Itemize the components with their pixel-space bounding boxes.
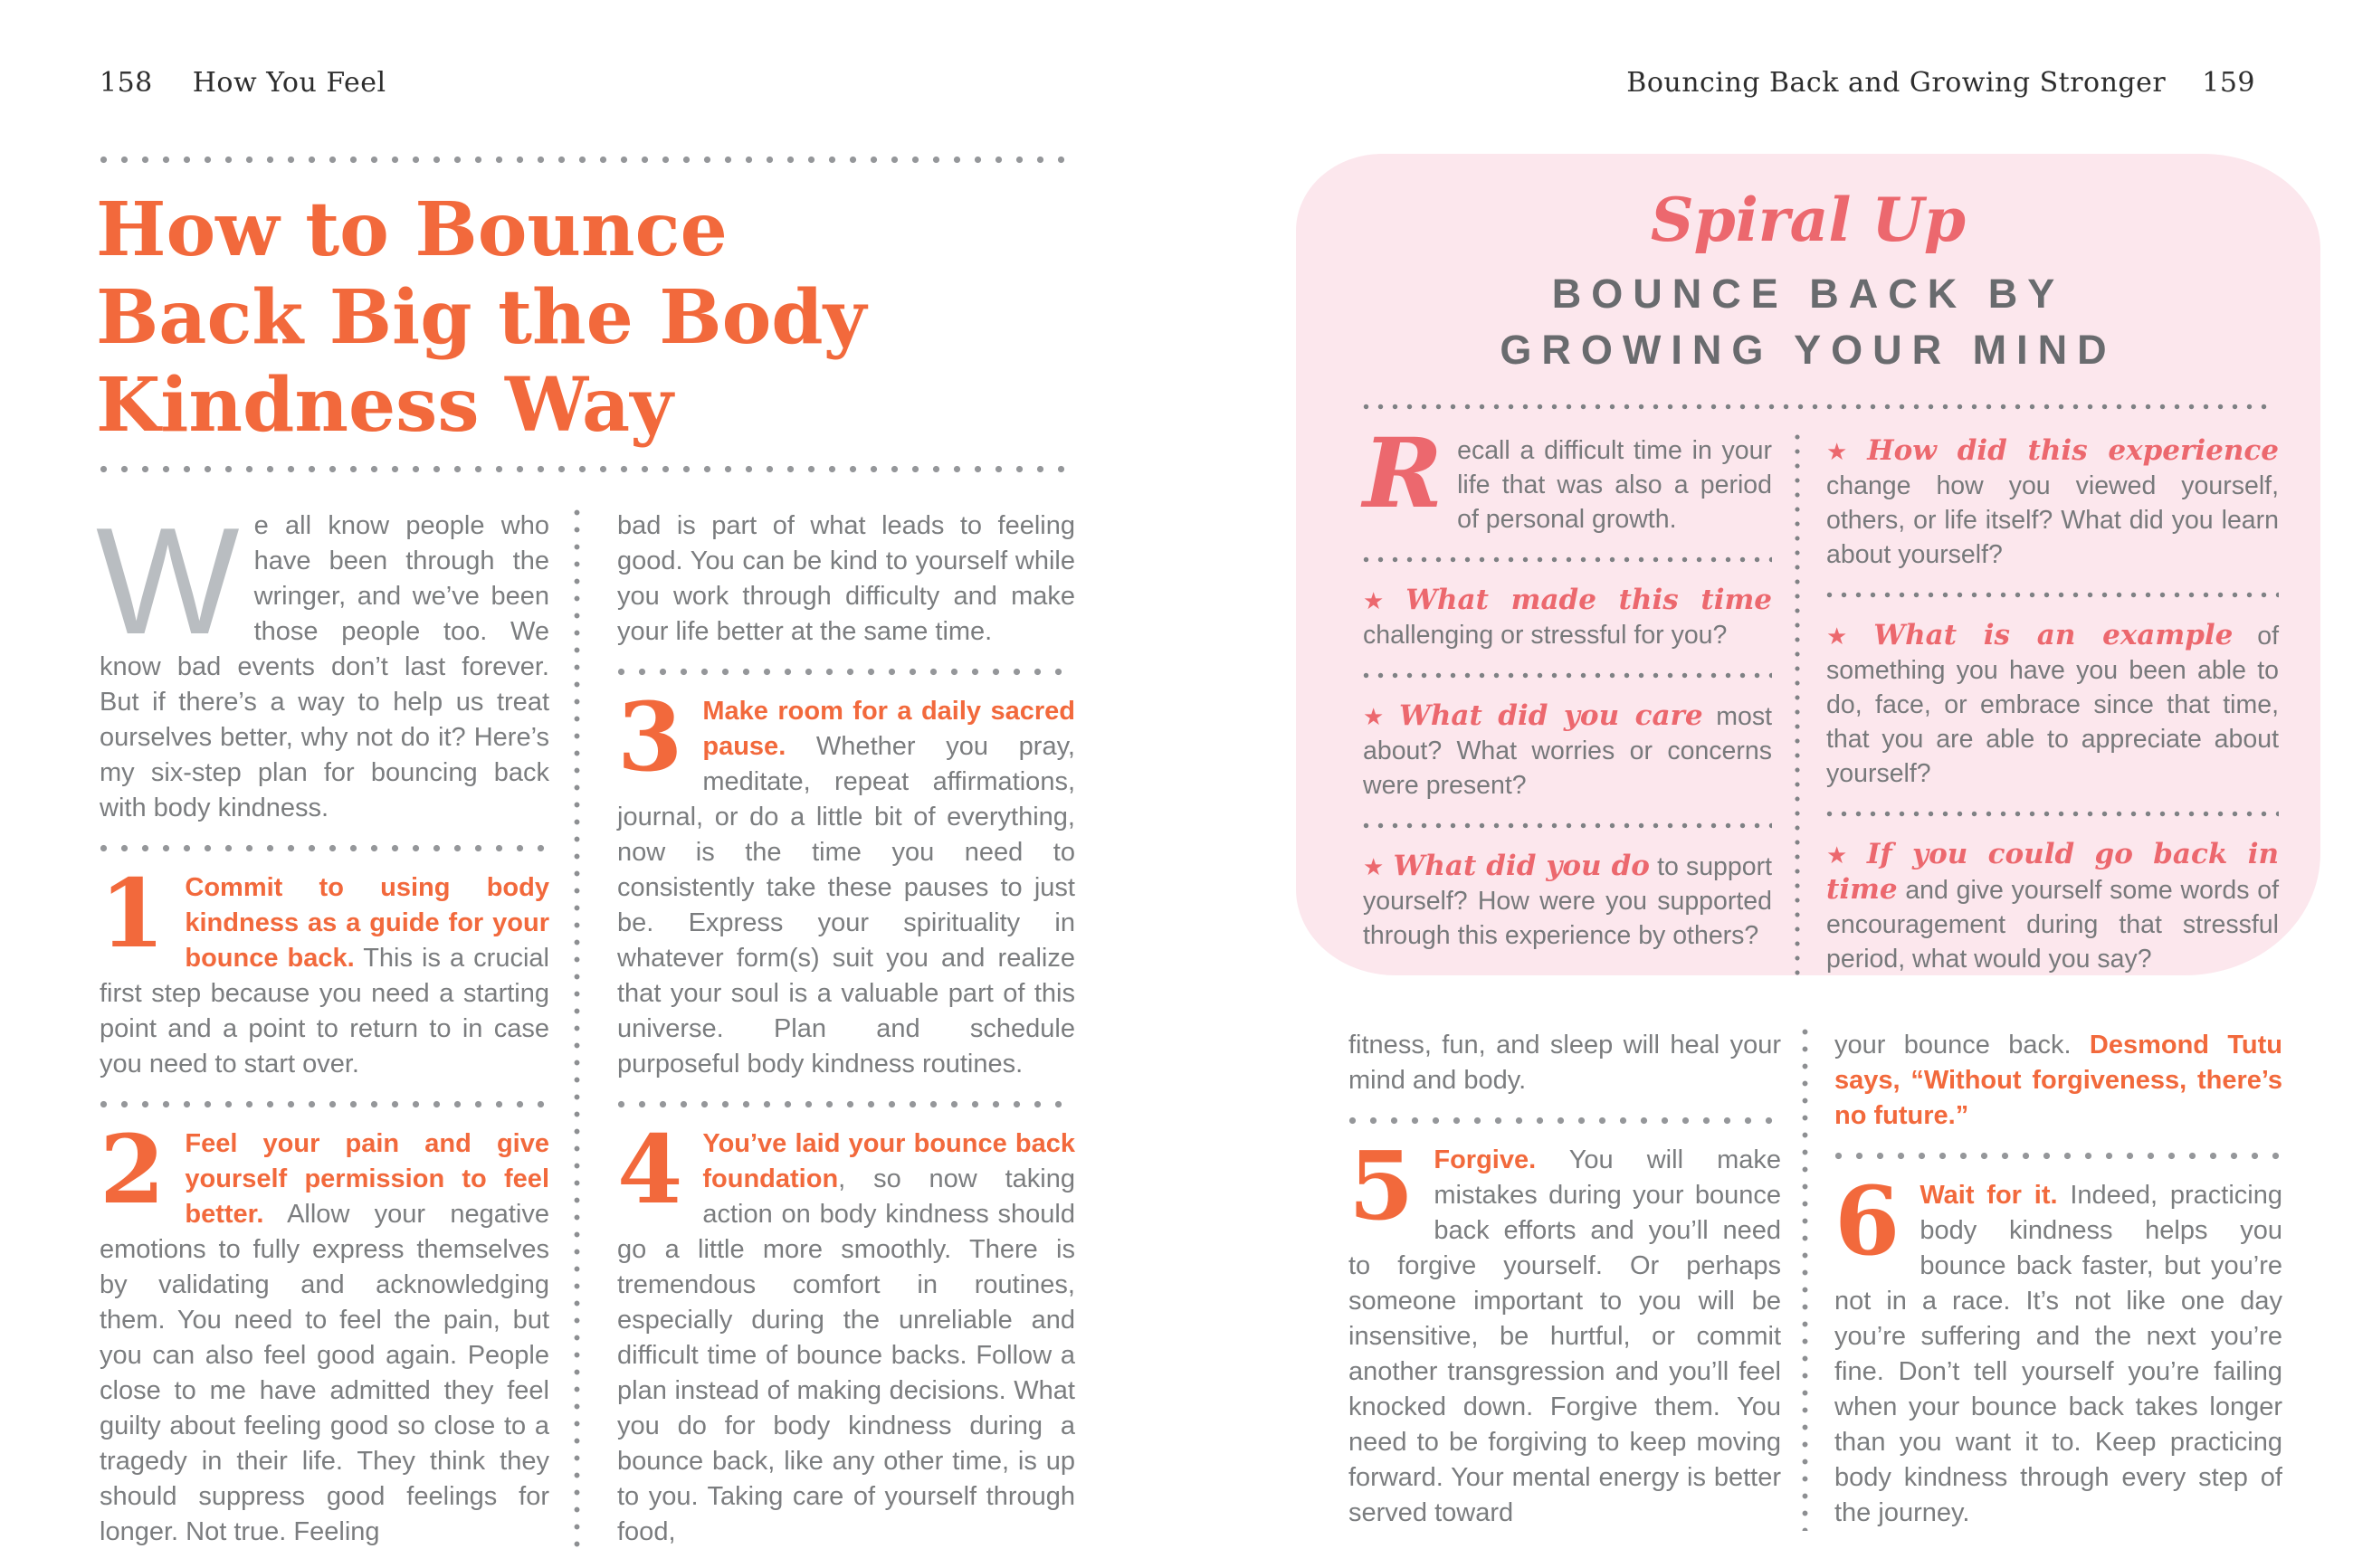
step-1 — [100, 858, 549, 1082]
prompt-item — [1363, 583, 1772, 652]
prompt-item — [1826, 837, 2279, 976]
left-page-number: 158 — [100, 67, 153, 99]
step-3-body: Whether you pray, meditate, repeat affirmations, journal, or do a little bit of everything, now is the time you need to consistently take these pauses to just be. Express your spirituality in whatever form(s) suit you and realize that your soul is a valuable part of this universe. Plan and schedule purposeful body kindness routines. — [617, 732, 1075, 1079]
dropcap-r: R — [1363, 416, 1443, 529]
dotted-rule — [1363, 556, 1772, 563]
step-1-number: 1 — [100, 858, 166, 969]
dotted-rule — [1363, 822, 1772, 829]
prompt-rest: challenging or stressful for you? — [1363, 621, 1728, 650]
intro-paragraph — [96, 496, 549, 826]
recall-paragraph — [1363, 416, 1772, 537]
dotted-rule — [1363, 672, 1772, 679]
dropcap-w: W — [96, 496, 240, 666]
star-icon: ★ — [1826, 841, 1858, 869]
step-2-body: Allow your negative emotions to fully express themselves by validating and acknowledging them. You need to feel the pain, but you can also feel good again. People close to me have admitted they feel guilty about feeling good so close to a tragedy in their life. They think they should suppress good feelings for longer. Not true. Feeling — [100, 1200, 549, 1546]
prompt-rest: and give yourself some words of encouragement during that stressful period, what would you say? — [1826, 876, 2279, 974]
right-page-number: 159 — [2202, 67, 2255, 99]
prompt-item — [1826, 618, 2279, 791]
column2-intro-paragraph: bad is part of what leads to feeling good. You can be kind to yourself while you work through difficulty and make your life better at the same time. — [617, 511, 1075, 646]
dotted-rule — [100, 1100, 549, 1108]
prompt-script-phrase: What did you do — [1393, 850, 1650, 882]
dotted-rule — [1826, 592, 2279, 598]
dotted-rule — [100, 156, 1073, 164]
right-column-2 — [1834, 1028, 2282, 1531]
chapter-title-line: Kindness Way — [96, 362, 673, 449]
prompt-script-phrase: What did you care — [1399, 699, 1703, 732]
right-page — [1176, 0, 2353, 1568]
dotted-rule — [1363, 404, 2268, 410]
dotted-rule — [100, 465, 1073, 473]
spiral-box-heading-line: GROWING YOUR MIND — [1500, 327, 2117, 373]
prompt-script-phrase: What is an example — [1873, 619, 2234, 651]
step-4-number: 4 — [617, 1114, 683, 1225]
dotted-rule — [1834, 1152, 2282, 1160]
prompt-item — [1363, 698, 1772, 803]
intro-text: e all know people who have been through the wringer, and we’ve been those people too. We know bad events don’t last forever. But if there’s a way to help us treat ourselves better, why not do it? Here’s my six-step plan for bouncing back with body kindness. — [100, 511, 549, 822]
prompt-rest: of something you have you been able to do, face, or embrace since that time, that you are able to appreciate about yourself? — [1826, 622, 2280, 788]
step-4-body: , so now taking action on body kindness should go a little more smoothly. There is tremendous comfort in routines, especially during the unreliable and difficult time of bounce backs. Follow a plan instead of making decisions. What you do for body kindness during a bounce back, like any other time, is up to you. Taking care of yourself through food, — [617, 1164, 1075, 1546]
spiral-box-heading-line: BOUNCE BACK BY — [1551, 271, 2065, 317]
star-icon: ★ — [1363, 703, 1391, 730]
continuation-paragraph — [1834, 1028, 2282, 1134]
left-column-1 — [96, 496, 549, 1550]
left-column-2 — [617, 508, 1075, 1550]
step-1-lead: Commit to using body kindness as a guide for your bounce back. — [185, 873, 549, 973]
dotted-rule — [1826, 811, 2279, 817]
step-2 — [100, 1114, 549, 1550]
step-6-body: Indeed, practicing body kindness helps you bounce back faster, but you’re not in a race. It’s not like one day you’re suffering and the next you’re fine. Don’t tell yourself you’re failing when your bounce back takes longer than you want it to. Keep practicing body kindness through every step of the journey. — [1834, 1181, 2283, 1527]
step-5 — [1348, 1130, 1781, 1531]
left-page-columns — [96, 496, 1075, 1550]
right-running-head-title: Bouncing Back and Growing Stronger — [1626, 67, 2167, 99]
star-icon: ★ — [1363, 587, 1397, 614]
step-3 — [617, 681, 1075, 1082]
prompt-script-phrase: If you could go back in time — [1826, 838, 2280, 906]
prompt-rest: most about? What worries or concerns were present? — [1363, 702, 1772, 800]
dotted-rule — [617, 1100, 1075, 1108]
chapter-title — [96, 186, 1128, 450]
left-running-head — [100, 67, 386, 99]
right-running-head — [1626, 67, 2255, 99]
step-5-number: 5 — [1348, 1130, 1415, 1241]
step-6-lead: Wait for it. — [1920, 1181, 2058, 1210]
spiral-box-column-1 — [1363, 416, 1773, 976]
continuation-paragraph: fitness, fun, and sleep will heal your mind and body. — [1348, 1031, 1781, 1095]
step-2-number: 2 — [100, 1114, 166, 1225]
chapter-title-line: How to Bounce — [96, 186, 728, 273]
spiral-box-column-2 — [1826, 433, 2279, 976]
dotted-column-divider — [1801, 1028, 1809, 1531]
chapter-title-line: Back Big the Body — [96, 274, 867, 361]
prompt-script-phrase: What made this time — [1405, 584, 1772, 616]
dotted-rule — [617, 668, 1075, 676]
step-1-body: This is a crucial first step because you need a starting point and a point to return to in case you need to start over. — [100, 944, 549, 1079]
dotted-column-divider — [573, 508, 581, 1550]
step-6-number: 6 — [1834, 1165, 1900, 1277]
step-3-lead: Make room for a daily sacred pause. — [702, 697, 1075, 761]
step-5-body: You will make mistakes during your bounce back efforts and you’ll need to forgive yourself. Or perhaps someone important to you will be insensitive, be hurtful, or commit another transgression and you’ll feel knocked down. Forgive them. You need to be forgiving to keep moving forward. Your mental energy is better served toward — [1348, 1145, 1781, 1527]
right-column-1 — [1348, 1028, 1781, 1531]
spiral-box-heading — [1296, 266, 2320, 378]
prompt-rest: to support yourself? How were you supported through this experience by others? — [1363, 852, 1773, 950]
spiral-up-box — [1296, 154, 2320, 975]
step-4-lead: You’ve laid your bounce back foundation — [702, 1129, 1075, 1193]
right-page-columns — [1348, 1028, 2282, 1531]
recall-text: ecall a difficult time in your life that was also a period of personal growth. — [1457, 436, 1772, 534]
dotted-rule — [1348, 1117, 1781, 1125]
spiral-up-title: Spiral Up — [1650, 185, 1967, 255]
step-2-lead: Feel your pain and give yourself permission to feel better. — [185, 1129, 549, 1229]
prompt-script-phrase: How did this experience — [1867, 434, 2279, 467]
prompt-item — [1363, 849, 1772, 953]
continuation-plain: your bounce back. — [1834, 1031, 2090, 1060]
step-6 — [1834, 1165, 2283, 1531]
dotted-rule — [100, 844, 549, 852]
tutu-quote: Desmond Tutu says, “Without forgiveness, there’s no future.” — [1834, 1031, 2282, 1130]
star-icon: ★ — [1826, 438, 1859, 465]
left-page — [0, 0, 1176, 1568]
step-4 — [617, 1114, 1075, 1550]
prompt-rest: change how you viewed yourself, others, or life itself? What did you learn about yourself? — [1826, 471, 2279, 569]
left-running-head-title: How You Feel — [192, 67, 386, 99]
star-icon: ★ — [1826, 622, 1865, 650]
star-icon: ★ — [1363, 853, 1385, 880]
prompt-item — [1826, 433, 2279, 572]
spiral-box-columns — [1363, 416, 2280, 976]
step-5-lead: Forgive. — [1434, 1145, 1537, 1174]
dotted-column-divider — [1794, 433, 1801, 976]
step-3-number: 3 — [617, 681, 683, 793]
